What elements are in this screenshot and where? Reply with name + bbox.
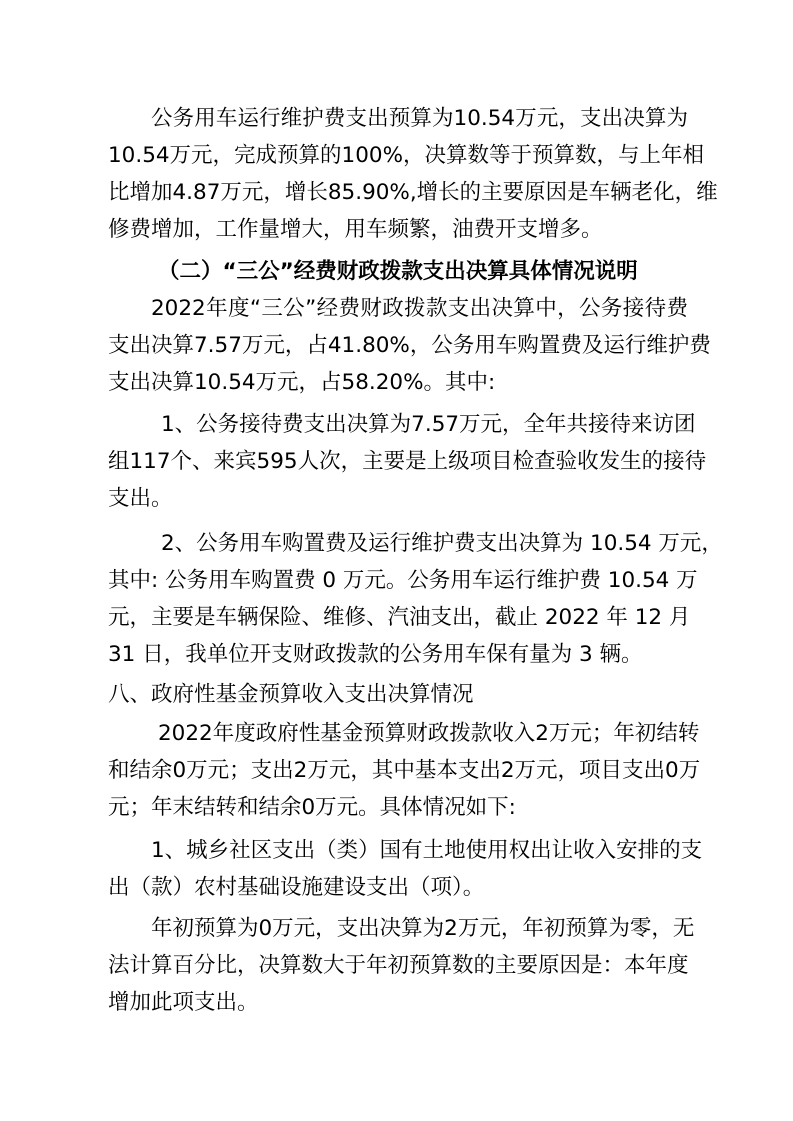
text-line: 2、公务用车购置费及运行维护费支出决算为 10.54 万元， <box>161 531 723 556</box>
section-heading-government-fund <box>108 676 688 713</box>
text-line: 1、公务接待费支出决算为7.57万元，全年共接待来访团 <box>161 412 696 437</box>
text-line: 和结余0万元；支出2万元，其中基本支出2万元，项目支出0万 <box>108 758 701 783</box>
paragraph-vehicle-maintenance <box>108 100 718 248</box>
text-line: 元；年末结转和结余0万元。具体情况如下: <box>108 795 516 820</box>
text-line: 2022年度政府性基金预算财政拨款收入2万元；年初结转 <box>158 721 700 746</box>
paragraph-budget-explanation <box>108 910 695 1021</box>
text-line: 其中: 公务用车购置费 0 万元。公务用车运行维护费 10.54 万 <box>108 568 698 593</box>
text-line: 2022年度“三公”经费财政拨款支出决算中，公务接待费 <box>151 296 688 321</box>
text-line: 支出决算10.54万元，占58.20%。其中: <box>108 370 496 395</box>
text-line: 元，主要是车辆保险、维修、汽油支出，截止 2022 年 12 月 <box>108 605 691 630</box>
heading-line: 八、政府性基金预算收入支出决算情况 <box>108 682 474 707</box>
text-line: 法计算百分比，决算数大于年初预算数的主要原因是：本年度 <box>108 953 689 978</box>
text-line: 年初预算为0万元，支出决算为2万元，年初预算为零，无 <box>151 916 695 941</box>
section-heading-three-public <box>108 253 688 290</box>
text-line: 支出决算7.57万元，占41.80%，公务用车购置费及运行维护费 <box>108 333 711 358</box>
text-line: 10.54万元，完成预算的100%，决算数等于预算数，与上年相 <box>108 143 705 168</box>
paragraph-three-public-summary <box>108 290 711 401</box>
paragraph-urban-rural-expense <box>108 832 703 906</box>
paragraph-vehicle-expense <box>108 525 723 673</box>
text-line: 组117个、来宾595人次，主要是上级项目检查验收发生的接待 <box>108 449 707 474</box>
text-line: 公务用车运行维护费支出预算为10.54万元，支出决算为 <box>151 106 688 131</box>
text-line: 修费增加，工作量增大，用车频繁，油费开支增多。 <box>108 217 603 242</box>
paragraph-reception-expense <box>108 406 707 517</box>
text-line: 出（款）农村基础设施建设支出（项）。 <box>108 875 485 900</box>
text-line: 31 日，我单位开支财政拨款的公务用车保有量为 3 辆。 <box>108 642 643 667</box>
text-line: 支出。 <box>108 486 173 511</box>
paragraph-government-fund-summary <box>108 715 701 826</box>
text-line: 增加此项支出。 <box>108 990 259 1015</box>
text-line: 1、城乡社区支出（类）国有土地使用权出让收入安排的支 <box>151 838 703 863</box>
text-line: 比增加4.87万元，增长85.90%,增长的主要原因是车辆老化，维 <box>108 180 718 205</box>
heading-line: （二）“三公”经费财政拨款支出决算具体情况说明 <box>158 259 638 284</box>
